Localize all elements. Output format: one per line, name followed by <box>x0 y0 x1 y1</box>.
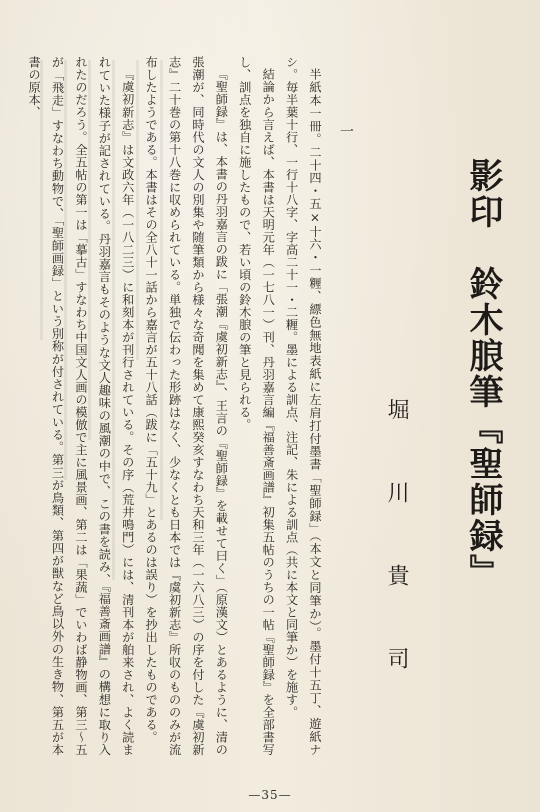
body-text <box>22 56 326 756</box>
page-number: —35— <box>248 788 292 802</box>
paragraph: 『虞初新志』は文政六年（一八二三）に和刻本が刊行されている。その序（荒井鳴門）には、清刊本が舶来され、よく読まれていた様子が記されている。丹羽嘉言もそのような文人趣味の風潮の中で、この書を読み、『福善斎画譜』の構想に取り入れたのだろう。全五帖の第一は「摹古」すなわち中国文人画の模倣で主に風景画、第二は「果蔬」でいわば静物画、第三〜五が「飛走」すなわち動物で、「聖師画録」という別称が付されている。第三が鳥類、第四が獣など鳥以外の生き物、第五が本書の原本、 <box>27 56 135 756</box>
paragraph: 結論から言えば、本書は天明元年（一七八一）刊、丹羽嘉言編『福善斎画譜』初集五帖のうちの一帖『聖師録』を全部書写し、訓点を独自に施したもので、若い頃の鈴木朖の筆と見られる。 <box>237 56 276 756</box>
paragraph: 『聖師録』は、本書の丹羽嘉言の跋に「張潮『虞初新志』、王言の『聖師録』を載せて曰く」（原漢文）とあるように、清の張潮が、同時代の文人の別集や随筆類から様々な奇聞を集めて康熙癸亥すなわち天和三年（一六八三）の序を付した『虞初新志』二十巻の第十八巻に収められている。単独で伝わった形跡はなく、少なくとも日本では『虞初新志』所収のもののみが流布したようである。本書はその全八十一話から嘉言が五十八話（跋に「五十九」とあるのは誤り）を抄出したものである。 <box>144 56 229 756</box>
author-name: 堀 川 貴 司 <box>384 398 409 687</box>
article-title: 影印 鈴木朖筆『聖師録』 <box>463 158 503 590</box>
section-marker: 一 <box>338 124 354 138</box>
paragraph: 半紙本一冊。二十四・五×十六・一糎、縹色無地表紙に左肩打付墨書「聖師録」（本文と同筆か）。墨付十五丁、遊紙ナシ。毎半葉十行、一行十八字、字高二十一・二糎。墨による訓点、注記、朱による訓点（共に本文と同筆か）を施す。 <box>284 56 322 756</box>
